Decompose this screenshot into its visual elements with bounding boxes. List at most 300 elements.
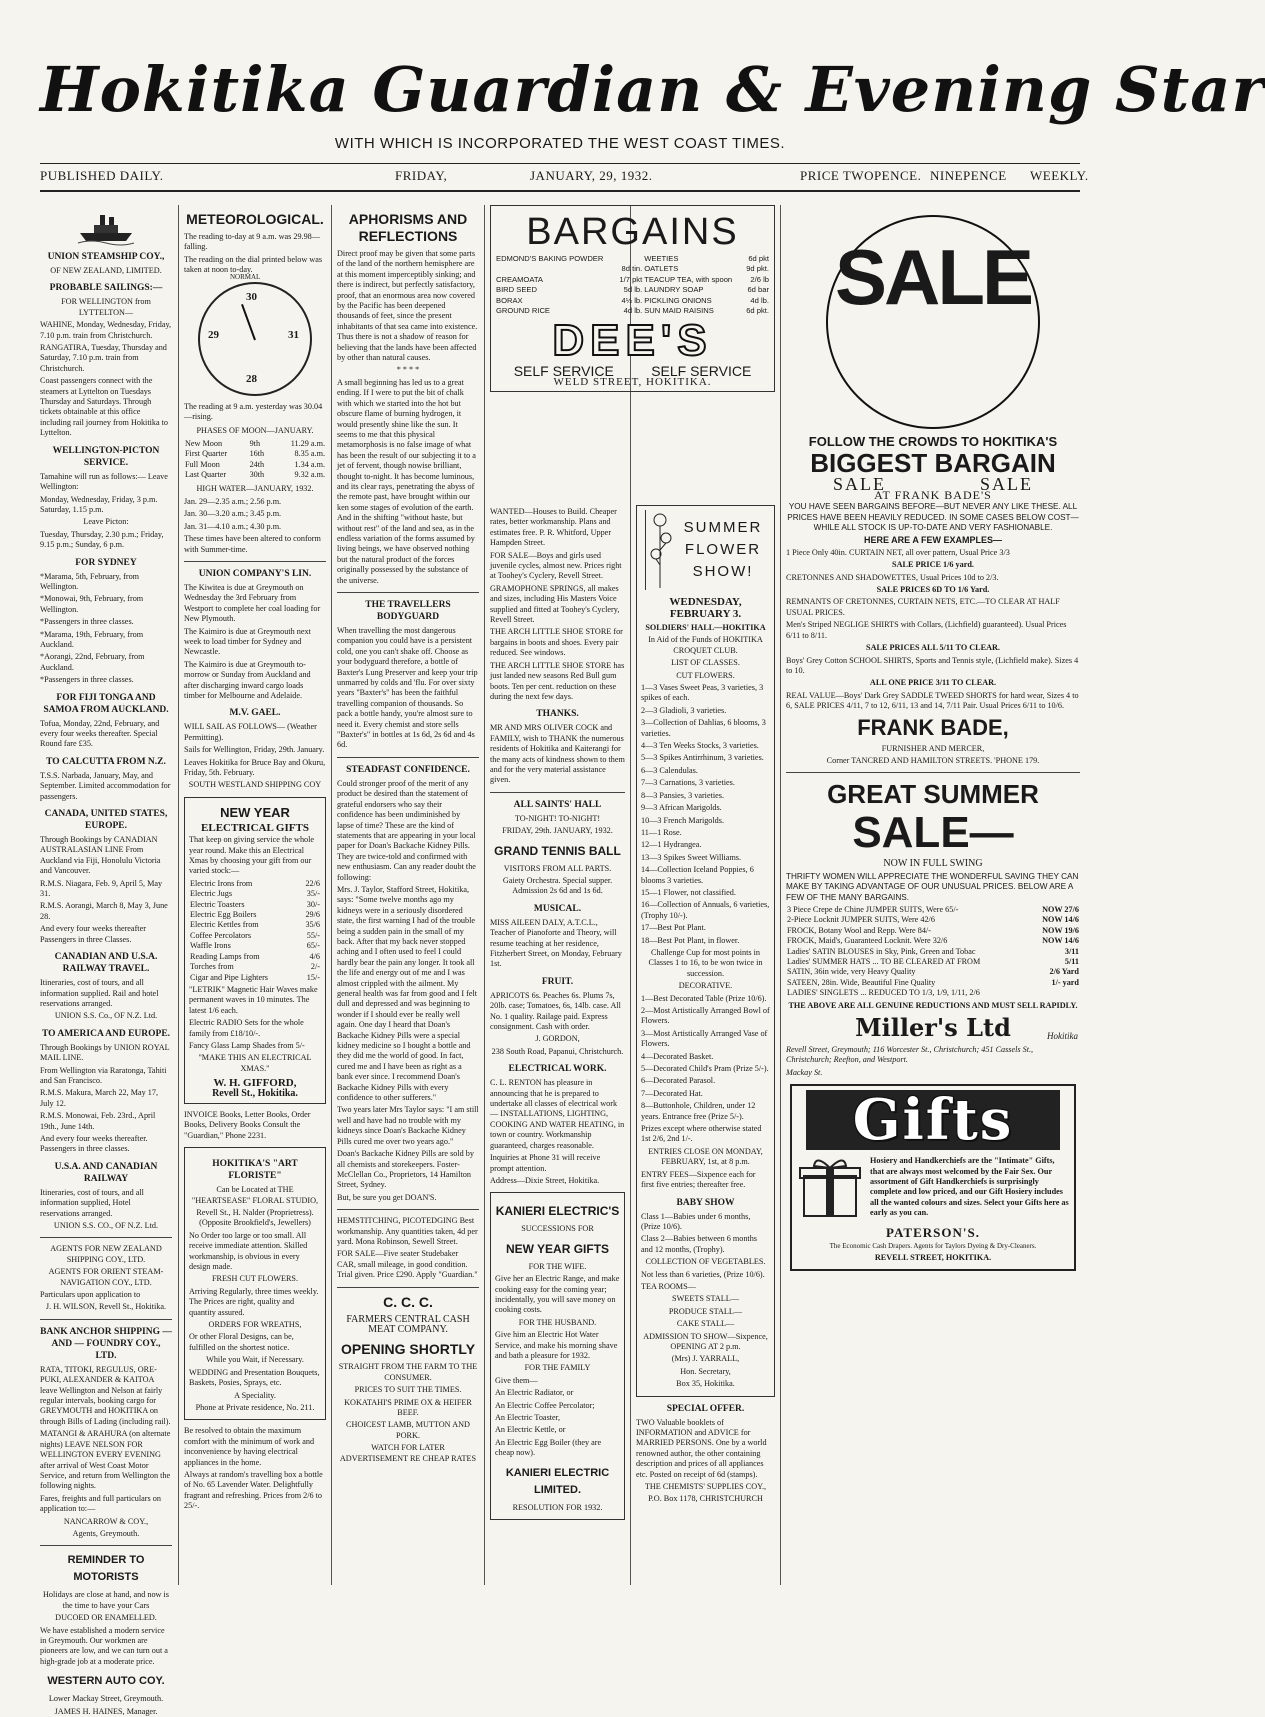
cut-item: 10—3 French Marigolds. — [641, 815, 725, 825]
table-row — [786, 957, 1080, 967]
item-price: 29/6 — [305, 910, 320, 920]
divider — [337, 757, 479, 758]
mv-gael-head: M.V. GAEL. — [229, 708, 281, 719]
thanks-head: THANKS. — [536, 709, 579, 720]
family: FOR THE FAMILY — [524, 1363, 591, 1373]
dial-normal: NORMAL — [230, 272, 261, 281]
item-name: LAUNDRY SOAP — [644, 285, 704, 295]
phase-name: New Moon — [185, 438, 223, 448]
barometer-dial — [198, 272, 312, 396]
item-name: Electric Toasters — [190, 899, 245, 909]
baby-show: BABY SHOW — [676, 1197, 735, 1208]
cut-item: 18—Best Pot Plant, in flower. — [641, 935, 740, 945]
cut-item: 13—3 Spikes Sweet Williams. — [641, 852, 742, 862]
ccc-6: CHOICEST LAMB, MUTTON AND PORK. — [346, 1420, 470, 1440]
phase-day: 9th — [249, 438, 261, 448]
published-daily: PUBLISHED DAILY. — [40, 168, 164, 183]
show-aid: In Aid of the Funds of HOKITIKA CROQUET CLUB. — [648, 635, 763, 655]
challenge: Challenge Cup for most points in Classes 1 to 16, to be won twice in succession. — [648, 947, 763, 978]
follow: FOLLOW THE CROWDS TO HOKITIKA'S — [808, 434, 1058, 449]
item-name: FROCK, Maid's, Guaranteed Locknit. Were 32/6 — [787, 936, 948, 946]
tail-2: Always at random's travelling box a bottle of No. 65 Lavender Water. Delightfully fragrant and refreshing. Prices from 2/6 to 25/-. — [184, 1469, 323, 1511]
musical-1: MISS AILEEN DALY, A.T.C.L., Teacher of Pianoforte and Theory, will resume teaching at her residence, Fitzherbert Street, on Monday, February 1st. — [490, 917, 622, 969]
decorative: DECORATIVE. — [678, 981, 733, 991]
cut-item: 2—3 Gladioli, 3 varieties. — [641, 705, 727, 715]
cut-item: 12—1 Hydrangea. — [641, 840, 702, 850]
thrifty: THRIFTY WOMEN WILL APPRECIATE THE WONDERFUL SAVING THEY CAN MAKE BY TAKING ADVANTAGE OF OUR UNUSUAL PRICES. BELOW ARE A FEW OF THE MANY BARGAINS. — [786, 871, 1079, 902]
wife: FOR THE WIFE. — [528, 1261, 587, 1271]
reminder-3: We have established a modern service in Greymouth. Our workmen are pioneers are low, and we can turn out a high-grade job at a moderate price. — [40, 1625, 168, 1666]
florist-ad — [184, 1147, 326, 1420]
item-name: Torches from — [190, 962, 234, 972]
item-name: SATIN, 36in wide, very Heavy Quality — [787, 967, 916, 977]
intro: YOU HAVE SEEN BARGAINS BEFORE—BUT NEVER ANY LIKE THESE. ALL PRICES HAVE BEEN HEAVILY REDUCED. IN SOME CASES BELOW COST—WHILE ALL STOCK IS UP-TO-DATE AND VERY FASHIONABLE. — [787, 502, 1079, 533]
item-name: Electric Egg Boilers — [190, 910, 257, 920]
reminder-2: DUCOED OR ENAMELLED. — [55, 1613, 157, 1623]
dial-right: 31 — [288, 328, 299, 341]
item-price: 2/6 Yard — [1049, 967, 1079, 977]
ny-1: That keep on giving service the whole year round. Make this an Electrical Xmas by choosing your gift from our varied stock:— — [189, 835, 315, 876]
cut-item: 4—3 Ten Weeks Stocks, 3 varieties. — [641, 741, 759, 751]
usa-2: UNION S.S. CO., OF N.Z. Ltd. — [53, 1221, 159, 1230]
elec-3: Address—Dixie Street, Hokitika. — [490, 1175, 600, 1185]
item-price: 22/6 — [305, 878, 320, 888]
met-1: The reading to-day at 9 a.m. was 29.98—falling. — [184, 232, 320, 252]
item-price: 3/11 — [1064, 946, 1079, 956]
husband-1: Give him an Electric Hot Water Service, and make his morning shave and bath a pleasure for 1932. — [495, 1330, 618, 1360]
union-3: The Kaimiro is due at Greymouth to-morrow or Sunday from Auckland and after discharging inward cargo loads timber for Melbourne and Adelaide. — [184, 659, 311, 700]
phase-day: 30th — [249, 470, 265, 480]
ex-4-price: SALE PRICES ALL 5/11 TO CLEAR. — [866, 643, 1000, 653]
ex-5: Boys' Grey Cotton SCHOOL SHIRTS, Sports and Tennis style, (Lichfield make). Sizes 4 to 10. — [786, 655, 1079, 675]
usa-1: Itineraries, cost of tours, and all information supplied, Hotel reservations arranged. — [40, 1187, 144, 1218]
aph-1: Direct proof may be given that some parts of the land of the northern hemisphere are at this moment imperceptibly sinking; and there is indirect, but perfectly satisfactory, proof, that an enormous area now covered by the Pacific has been deepened thousands of feet, since the present inhabitants of that sea came into existence. Thus there is not a shadow of reason for believing that the lands have been affected by other than natural causes. — [337, 249, 478, 363]
flower-icon — [645, 510, 676, 590]
table-row — [189, 879, 321, 889]
fiji-head: FOR FIJI TONGA AND SAMOA FROM AUCKLAND. — [43, 692, 169, 715]
divider — [786, 772, 1080, 773]
table-row — [184, 460, 326, 470]
self-service-1: SELF SERVICE — [513, 363, 614, 380]
bank-3: Fares, freights and full particulars on application to:— — [40, 1493, 161, 1514]
divider — [337, 1287, 479, 1288]
tennis-1: VISITORS FROM ALL PARTS. — [503, 863, 612, 873]
column-rule — [178, 205, 179, 1585]
item-price: 65/- — [306, 941, 320, 951]
item-name: Ladies' SUMMER HATS ... TO BE CLEARED AT FROM — [787, 957, 981, 966]
column-aphorisms — [337, 205, 479, 1585]
item-name: BIRD SEED — [496, 285, 537, 295]
table-row — [786, 978, 1080, 988]
sydney-1: *Marama, 5th, February, from Wellington. — [40, 571, 140, 591]
phase-time: 8.35 a.m. — [294, 449, 325, 459]
sale-badge — [826, 215, 1040, 429]
tennis-2: Gaiety Orchestra. Special supper. Admission 2s 6d and 1s 6d. — [502, 875, 613, 896]
veg: COLLECTION OF VEGETABLES. — [645, 1257, 766, 1267]
table-row — [184, 439, 326, 449]
gifford: W. H. GIFFORD, — [213, 1077, 297, 1090]
item-price: 4d lb. — [750, 295, 769, 305]
cut-item: 8—3 Pansies, 3 varieties. — [641, 790, 724, 800]
item-price: 30/- — [306, 899, 320, 909]
steadfast-4: Doan's Backache Kidney Pills are sold by all chemists and storekeepers. Foster-McClellan Co., Proprietors, 14 Hamilton Street, Sydney. — [337, 1149, 474, 1190]
item-name: OATLETS — [644, 264, 679, 274]
table-row — [184, 449, 326, 459]
cake: CAKE STALL— — [676, 1319, 735, 1329]
family-4: An Electric Toaster, — [495, 1413, 561, 1422]
table-row — [189, 920, 321, 930]
table-row — [189, 931, 321, 941]
special-head: SPECIAL OFFER. — [666, 1403, 745, 1414]
tennis-ball: GRAND TENNIS BALL — [494, 843, 621, 858]
item-price — [1031, 988, 1080, 998]
sale-items-table — [786, 905, 1080, 999]
tide-1: Jan. 29—2.35 a.m.; 2.56 p.m. — [184, 496, 282, 506]
family-5: An Electric Kettle, or — [495, 1425, 566, 1435]
hemstitching: HEMSTITCHING, PICOTEDGING Best workmanship. Any quantities taken, 4d per yard. Mona Robinson, Sewell Street. — [337, 1216, 478, 1246]
item-name: TEACUP TEA, with spoon — [644, 274, 733, 284]
divider — [184, 561, 326, 562]
union-company-head: UNION COMPANY'S LIN. — [198, 568, 312, 579]
steadfast-head: STEADFAST CONFIDENCE. — [346, 764, 470, 775]
show-cut: CUT FLOWERS. — [676, 670, 735, 680]
item-name: SATEEN, 28in. Wide, Beautiful Fine Quality — [787, 977, 936, 987]
bade-2: Corner TANCRED AND HAMILTON STREETS. 'PHONE 179. — [826, 755, 1040, 765]
millers-mackay: Mackay St. — [786, 1067, 823, 1077]
cprail-head: CANADIAN AND U.S.A. RAILWAY TRAVEL. — [54, 952, 158, 975]
millers-address-block — [786, 1031, 1080, 1078]
bank-4: NANCARROW & COY., — [63, 1516, 149, 1526]
item-name: GROUND RICE — [496, 306, 551, 316]
dial-left: 29 — [208, 328, 219, 341]
kanieri-head: KANIERI ELECTRIC'S — [495, 1204, 620, 1219]
chemists: THE CHEMISTS' SUPPLIES COY., — [644, 1482, 767, 1492]
item-name: Waffle Irons — [190, 941, 231, 951]
item-price: 4½ lb. — [621, 295, 643, 305]
divider — [40, 1545, 172, 1546]
cut-item: 5—3 Spikes Antirrhinum, 3 varieties. — [641, 753, 764, 763]
phase-name: Last Quarter — [185, 470, 227, 480]
cut-item: 9—3 African Marigolds. — [641, 803, 722, 813]
item-price: 6d bar — [747, 285, 769, 295]
item-price: 5d lb. — [623, 285, 643, 295]
ex-3: REMNANTS OF CRETONNES, CURTAIN NETS, ETC.—TO CLEAR AT HALF USUAL PRICES. — [786, 597, 1060, 617]
sydney-4: *Marama, 19th, February, from Auckland. — [40, 629, 144, 649]
table-row — [786, 926, 1080, 936]
tide-3: Jan. 31—4.10 a.m.; 4.30 p.m. — [184, 521, 282, 531]
entries: ENTRIES CLOSE ON MONDAY, FEBRUARY, 1st, at 8 p.m. — [648, 1146, 763, 1167]
steadfast-5: But, be sure you get DOAN'S. — [337, 1192, 437, 1202]
prizes: Prizes except where otherwise stated 1st 2/6, 2nd 1/-. — [641, 1124, 762, 1144]
table-row — [786, 915, 1080, 925]
reminder-head: REMINDER TO MOTORISTS — [67, 1554, 145, 1584]
item-name: WEETIES — [644, 254, 679, 263]
item-price: 4d lb. — [623, 306, 643, 316]
item-name: Electric Kettles from — [190, 920, 259, 930]
weekly: WEEKLY. — [1030, 168, 1089, 183]
elec-2: Inquiries at Phone 31 will receive prompt attention. — [490, 1153, 601, 1173]
agents-3: Particulars upon application to — [40, 1290, 141, 1300]
divider — [337, 592, 479, 593]
table-row — [786, 988, 1080, 998]
canada-1: Through Bookings by CANADIAN AUSTRALASIAN LINE From Auckland via Fiji, Honolulu Victoria and Vancouver. — [40, 835, 161, 876]
mv-1: WILL SAIL AS FOLLOWS— (Weather Permitting). — [184, 722, 317, 742]
show-date: WEDNESDAY, FEBRUARY 3. — [669, 596, 742, 620]
tonight: TO-NIGHT! TO-NIGHT! — [514, 813, 601, 823]
chemists-addr: P.O. Box 1178, CHRISTCHURCH — [648, 1494, 763, 1504]
fiji-1: Tofua, Monday, 22nd, February, and every four weeks thereafter. Special Round fare £35. — [40, 718, 160, 749]
item-price: 2/6 lb — [750, 274, 769, 284]
bade-1: FURNISHER AND MERCER, — [881, 743, 985, 753]
husband: FOR THE HUSBAND. — [518, 1317, 597, 1327]
picton-4: Tuesday, Thursday, 2.30 p.m.; Friday, 9.15 p.m.; Sunday, 6 p.m. — [40, 529, 164, 550]
america-2: From Wellington via Raratonga, Tahiti and San Francisco. — [40, 1065, 167, 1085]
elec-head: ELECTRICAL WORK. — [508, 1064, 607, 1075]
picton-2: Monday, Wednesday, Friday, 3 p.m. Saturday, 1.15 p.m. — [40, 494, 158, 514]
item-name: LADIES' SINGLETS ... REDUCED TO 1/3, 1/9, 1/11, 2/6 — [787, 988, 980, 998]
usa-head: U.S.A. AND CANADIAN RAILWAY — [54, 1161, 158, 1184]
column-meteorological — [184, 205, 326, 1585]
millers-hokitika: Hokitika — [1047, 1031, 1078, 1042]
bank-1: RATA, TITOKI, REGULUS, ORE-PUKI, ALEXANDER & KAITOA leave Wellington and Nelson at fairly regular intervals, booking cargo for GREYMOUTH and HOKITIKA on through Bills of Lading (including rail). — [40, 1364, 171, 1426]
deco-item: 8—Buttonhole, Children, under 12 years. Entrance free (Prize 5/-). — [641, 1101, 756, 1121]
arch-2: THE ARCH LITTLE SHOE STORE has just landed new seasons Red Bull gum boots. Ten per cent. reduction on these during the next few days. — [490, 660, 625, 701]
canada-2: R.M.S. Niagara, Feb. 9, April 5, May 31. — [40, 878, 163, 899]
divider — [40, 1319, 172, 1320]
ny-3: Electric RADIO Sets for the whole family from £18/10/-. — [189, 1018, 304, 1038]
flower-show-ad — [636, 505, 775, 1397]
table-row — [786, 967, 1080, 977]
bargains-ad — [490, 205, 775, 392]
table-row — [189, 910, 321, 920]
millers-addr: Revell Street, Greymouth; 116 Worcester St., Christchurch; 451 Cassels St., Christchurch; Reefton, and Westport. — [786, 1045, 1034, 1065]
item-price: 2/- — [310, 962, 320, 972]
sydney-3: *Passengers in three classes. — [40, 617, 134, 627]
bank-5: Agents, Greymouth. — [72, 1528, 140, 1538]
family-2: An Electric Radiator, or — [495, 1388, 574, 1398]
wahine: WAHINE, Monday, Wednesday, Friday, 7.10 p.m. train from Christchurch. — [40, 320, 172, 340]
sydney-head: FOR SYDNEY — [75, 557, 137, 568]
cut-item: 3—Collection of Dahlias, 6 blooms, 3 varieties. — [641, 718, 766, 738]
allsaints-head: ALL SAINTS' HALL — [513, 799, 602, 810]
cut-item: 7—3 Carnations, 3 varieties. — [641, 778, 735, 788]
table-row — [786, 947, 1080, 957]
item-price: 35/6 — [305, 920, 320, 930]
florist-10: A Speciality. — [234, 1390, 276, 1400]
sale-left: SALE — [833, 474, 886, 495]
ex-2-price: SALE PRICES 6D TO 1/6 Yard. — [876, 585, 990, 595]
item-name: Coffee Percolators — [190, 930, 252, 940]
cprail-2: UNION S.S. Co., OF N.Z. Ltd. — [54, 1011, 158, 1021]
show-classes: LIST OF CLASSES. — [671, 658, 740, 668]
self-service-2: SELF SERVICE — [651, 363, 752, 380]
sale-word: SALE — [834, 233, 1032, 321]
item-name: Electric Irons from — [190, 878, 253, 888]
ex-2: CRETONNES AND SHADOWETTES, Usual Prices 10d to 2/3. — [786, 572, 999, 582]
item-price: 9d pkt. — [746, 264, 769, 274]
family-1: Give them— — [495, 1375, 538, 1385]
dial-needle — [241, 304, 256, 340]
kanieri-ny: NEW YEAR GIFTS — [505, 1241, 610, 1256]
column-classifieds — [490, 505, 625, 1585]
full-swing: NOW IN FULL SWING — [883, 858, 983, 870]
kanieri-ad — [490, 1192, 625, 1520]
summer: SUMMER — [683, 519, 763, 536]
picton-head: WELLINGTON-PICTON SERVICE. — [52, 445, 160, 468]
deco-item: 7—Decorated Hat. — [641, 1088, 703, 1098]
florist-9: WEDDING and Presentation Bouquets, Baskets, Posies, Sprays, etc. — [189, 1367, 320, 1388]
item-name: 2-Piece Locknit JUMPER SUITS, Were 42/6 — [787, 915, 935, 925]
fruit-2: J. GORDON, — [535, 1034, 580, 1044]
western-2: JAMES H. HAINES, Manager. — [54, 1706, 158, 1716]
sydney-5: *Aorangi, 22nd, February, from Auckland. — [40, 652, 145, 672]
table-row — [495, 296, 770, 306]
item-name: EDMOND'S BAKING POWDER — [496, 254, 604, 263]
ex-4: Men's Striped NEGLIGE SHIRTS with Collars, (Lichfield) guaranteed). Usual Prices 6/11 to 8/11. — [786, 620, 1067, 640]
aph-head: APHORISMS AND REFLECTIONS — [348, 211, 468, 244]
tide-note: These times have been altered to conform with Summer-time. — [184, 534, 321, 554]
item-price: NOW 27/6 — [1042, 904, 1079, 914]
met-head: METEOROLOGICAL. — [186, 211, 324, 227]
item-name: CREAMOATA — [496, 274, 543, 284]
sec-2: Hon. Secretary, — [680, 1366, 731, 1376]
biggest-bargain: BIGGEST BARGAIN — [810, 448, 1056, 479]
ccc-1: FARMERS CENTRAL CASH MEAT COMPANY. — [346, 1313, 470, 1335]
dial-top: 30 — [246, 290, 257, 303]
florist-1: Can be Located at THE "HEARTSEASE" FLORAL STUDIO, — [191, 1185, 319, 1205]
met-3: The reading at 9 a.m. yesterday was 30.04—rising. — [184, 401, 323, 422]
column-flower-show — [636, 505, 775, 1585]
column-shipping — [40, 205, 172, 1716]
deco-item: 2—Most Artistically Arranged Bowl of Flowers. — [641, 1006, 770, 1026]
show-hall: SOLDIERS' HALL—HOKITIKA — [645, 623, 766, 632]
table-row — [495, 285, 770, 295]
america-3: R.M.S. Makura, March 22, May 17, July 12. — [40, 1088, 159, 1108]
divider — [40, 1237, 172, 1238]
america-5: And every four weeks thereafter. Passengers in three classes. — [40, 1133, 148, 1154]
florist-11: Phone at Private residence, No. 211. — [195, 1402, 315, 1412]
ccc-4: PRICES TO SUIT THE TIMES. — [354, 1385, 462, 1395]
veg-1: Not less than 6 varieties, (Prize 10/6). — [641, 1269, 765, 1279]
table-row — [786, 905, 1080, 915]
fruit-1: APRICOTS 6s. Peaches 6s. Plums 7s, 20lb. case; Tomatoes, 6s, 14lb. case. All No. 1 quality. Railage paid. Express consignment. Cash with order. — [490, 990, 621, 1032]
phase-time: 1.34 a.m. — [294, 459, 325, 469]
canada-4: And every four weeks thereafter Passengers in three Classes. — [40, 924, 146, 944]
table-row — [189, 973, 321, 983]
phase-name: Full Moon — [185, 459, 220, 469]
steadfast-2: Mrs. J. Taylor, Stafford Street, Hokitika, says: "Some twelve months ago my kidneys were in a seriously disordered state, the first warning I had of the trouble being a sudden pain in the small of my back. After that my back never stopped aching and I often used to feel I could hardly bear the pain any longer. It took all the life and energy out of me and I was almost crippled with the ailment. My general health was far from good and I felt dull and depressed and was beginning to wonder if I should ever be really well again. One day I heard that Doan's Backache Kidney Pills were a special kidney medicine so I bought a bottle and they did me the world of good. In fact, cured me and I have been as right as a bank ever since. I recommend Doan's Backache Kidney Pills with every confidence to other sufferers." — [337, 884, 478, 1103]
great-sale: SALE— — [852, 808, 1014, 858]
divider — [337, 1209, 479, 1210]
item-price: 4/6 — [309, 951, 320, 961]
steamship-icon — [76, 209, 136, 245]
bank-head: BANK ANCHOR SHIPPING — AND — FOUNDRY COY., LTD. — [40, 1326, 172, 1361]
item-price: 1/- yard — [1051, 977, 1079, 987]
dees-addr: WELD STREET, HOKITIKA. — [553, 375, 712, 388]
item-price — [616, 254, 643, 264]
issue-date: JANUARY, 29, 1932. — [530, 168, 653, 183]
agents-2: AGENTS FOR ORIENT STEAM-NAVIGATION COY., LTD. — [48, 1267, 164, 1287]
tail-1: Be resolved to obtain the maximum comfort with the minimum of work and inconvenience by having electrical appliances in the home. — [184, 1426, 315, 1467]
kanieri-ltd: KANIERI ELECTRIC LIMITED. — [505, 1466, 610, 1496]
frank-bade: FRANK BADE, — [857, 714, 1009, 740]
wanted: WANTED—Houses to Build. Cheaper rates, better workmanship. Plans and estimates free. P. R. Whitford, Upper Hampden Street. — [490, 507, 617, 548]
table-row — [189, 962, 321, 972]
western-auto: WESTERN AUTO COY. — [47, 1675, 165, 1688]
paterson: PATERSON'S. — [886, 1225, 980, 1241]
deco-item: 1—Best Decorated Table (Prize 10/6). — [641, 993, 767, 1003]
dial-bottom: 28 — [246, 372, 257, 385]
america-1: Through Bookings by UNION ROYAL MAIL LINE. — [40, 1042, 170, 1063]
bodyguard-head: THE TRAVELLERS BODYGUARD — [365, 600, 451, 622]
bargains-table — [495, 254, 770, 316]
column-rule — [331, 205, 332, 1585]
florist-8: While you Wait, if Necessary. — [206, 1355, 304, 1365]
tide-2: Jan. 30—3.20 a.m.; 3.45 p.m. — [184, 509, 282, 519]
union-title: UNION STEAMSHIP COY., — [47, 252, 165, 262]
weekly-price: NINEPENCE — [930, 168, 1007, 183]
calcutta-1: T.S.S. Narbada, January, May, and September. Limited accommodation for passengers. — [40, 770, 171, 801]
family-6: An Electric Egg Boiler (they are cheap now). — [495, 1437, 602, 1458]
fruit-3: 238 South Road, Papanui, Christchurch. — [491, 1046, 624, 1056]
cprail-1: Itineraries, cost of tours, and all information supplied. Rail and hotel reservations arranged. — [40, 978, 159, 1008]
millers-logo: Miller's Ltd — [855, 1013, 1011, 1043]
wife-1: Give her an Electric Range, and make cooking easy for the coming year; incidentally, you will save money on cooking costs. — [495, 1274, 620, 1315]
deco-item: 6—Decorated Parasol. — [641, 1076, 716, 1086]
flower: FLOWER — [684, 541, 762, 558]
great-summer: GREAT SUMMER — [827, 779, 1039, 810]
sydney-2: *Monowai, 9th, February, from Wellington. — [40, 594, 144, 614]
flower-show-title — [676, 517, 770, 583]
produce: PRODUCE STALL— — [668, 1306, 743, 1316]
ccc-7: WATCH FOR LATER ADVERTISEMENT RE CHEAP RATES — [339, 1443, 477, 1463]
item-price: NOW 19/6 — [1042, 925, 1079, 935]
stars: * * * * — [396, 365, 420, 375]
picton-1: Tamahine will run as follows:— Leave Wellington: — [40, 471, 168, 492]
canada-head: CANADA, UNITED STATES, EUROPE. — [44, 809, 168, 832]
item-price: 55/- — [306, 930, 320, 940]
deco-item: 4—Decorated Basket. — [641, 1051, 714, 1061]
bank-2: MATANGI & ARAHURA (on alternate nights) LEAVE NELSON FOR WELLINGTON EVERY EVENING after arrival of West Coast Motor Service, and return from Wellington the following nights. — [40, 1429, 171, 1491]
deco-item: 3—Most Artistically Arranged Vase of Flowers. — [641, 1028, 768, 1049]
union-2: The Kaimiro is due at Greymouth next week to load timber for Sydney and Newcastle. — [184, 626, 311, 657]
phase-time: 11.29 a.m. — [290, 438, 325, 448]
paterson-gifts-ad — [790, 1084, 1076, 1271]
fruit-head: FRUIT. — [541, 976, 574, 987]
gifts-body — [796, 1154, 1070, 1224]
genuine: THE ABOVE ARE ALL GENUINE REDUCTIONS AND MUST SELL RAPIDLY. — [788, 1000, 1078, 1010]
item-name: PICKLING ONIONS — [644, 295, 712, 305]
florist-head: HOKITIKA'S "ART FLORISTE" — [212, 1159, 298, 1182]
phase-time: 9.32 a.m. — [294, 470, 325, 480]
cut-item: 14—Collection Iceland Poppies, 6 blooms 3 varieties. — [641, 865, 754, 885]
item-price: 5/11 — [1064, 957, 1079, 966]
america-4: R.M.S. Monowai, Feb. 23rd., April 19th., June 14th. — [40, 1111, 156, 1131]
item-price: NOW 14/6 — [1042, 936, 1079, 946]
table-row — [189, 900, 321, 910]
gift-box-icon — [796, 1154, 866, 1224]
mv-4: SOUTH WESTLAND SHIPPING COY — [188, 780, 322, 790]
family-3: An Electric Coffee Percolator; — [495, 1400, 595, 1410]
table-row — [786, 936, 1080, 946]
steadfast-3: Two years later Mrs Taylor says: "I am still well and have had no trouble with my kidneys since Doan's Backache Kidney Pills cured me over two years ago." — [337, 1105, 479, 1146]
ex-1: 1 Piece Only 40in. CURTAIN NET, all over pattern, Usual Price 3/3 — [786, 547, 1010, 557]
frank-at: AT FRANK BADE'S — [874, 487, 992, 502]
table-row — [495, 264, 770, 274]
ex-5-price: ALL ONE PRICE 3/11 TO CLEAR. — [869, 678, 997, 688]
cut-item: 15—1 Flower, not classified. — [641, 887, 736, 897]
canada-3: R.M.S. Aorangi, March 8, May 3, June 28. — [40, 901, 168, 921]
